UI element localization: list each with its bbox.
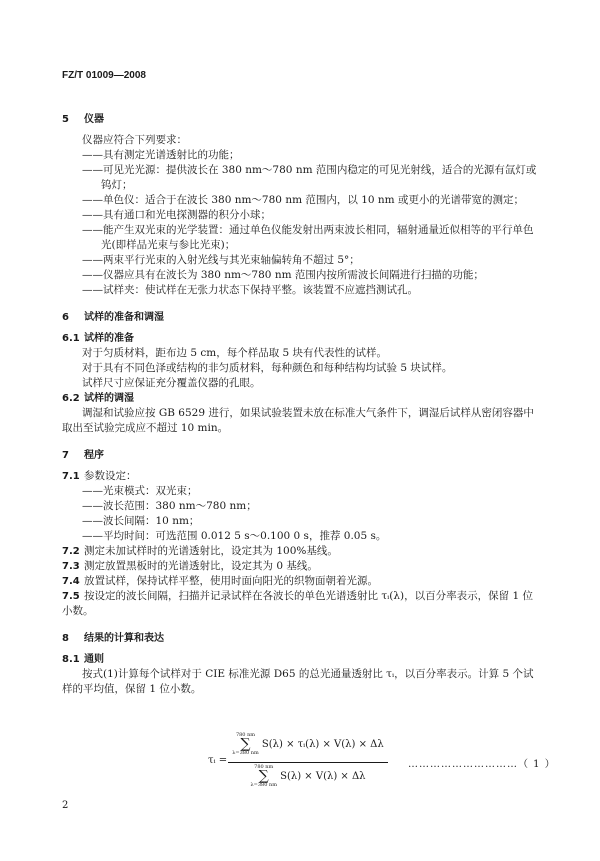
list-item-continuation: 光(即样品光束与参比光束)； (101, 239, 236, 251)
sum-lower-limit: λ=380 nm (232, 750, 259, 756)
paragraph: 对于具有不同色泽或结构的非匀质材料，每种颜色和每种结构均试验 5 块试样。 (82, 362, 453, 374)
clause-7-5 (62, 589, 550, 604)
clause-7-4 (62, 574, 550, 589)
clause-7-2 (62, 544, 550, 559)
clause-7-3 (62, 559, 550, 574)
paragraph: 对于匀质材料，距布边 5 cm，每个样品取 5 块有代表性的试样。 (82, 347, 388, 359)
formula-lhs: τᵢ = (208, 755, 228, 766)
list-item: ——单色仪：适合于在波长 380 nm～780 nm 范围内，以 10 nm 或更小的光谱带宽的测定； (82, 194, 524, 206)
paragraph: 试样尺寸应保证充分覆盖仪器的孔眼。 (82, 377, 261, 389)
clause-7-1 (62, 469, 550, 484)
section-8-heading (62, 631, 550, 646)
list-item: ——平均时间：可选范围 0.012 5 s～0.100 0 s，推荐 0.05 s。 (82, 530, 387, 542)
list-item: ——波长范围：380 nm～780 nm； (82, 500, 257, 512)
paragraph: 按式(1)计算每个试样对于 CIE 标准光源 D65 的总光通量透射比 τᵢ，以百分率表示。计算 5 个试 (82, 668, 534, 680)
section-number: 5 (62, 114, 69, 125)
section-5-heading (62, 112, 550, 127)
sum-upper-limit: 780 nm (235, 732, 256, 738)
section-number: 6 (62, 312, 69, 323)
subsection-number: 6.1 (62, 333, 80, 344)
list-item: ——能产生双光束的光学装置：通过单色仪能发射出两束波长相同，辐射通量近似相等的平行单色 (82, 224, 534, 236)
summation-symbol: 780 nm ∑ λ=380 nm (232, 732, 259, 756)
subsection-6-2-heading (62, 391, 550, 406)
section-title: 程序 (84, 450, 104, 461)
formula-1 (208, 733, 588, 793)
sum-lower-limit: λ=380 nm (250, 782, 277, 788)
list-item: ——具有测定光谱透射比的功能； (82, 149, 240, 161)
paragraph-continuation: 取出至试验完成应不超过 10 min。 (62, 422, 229, 434)
section-7-heading (62, 448, 550, 463)
page-number: 2 (62, 800, 69, 811)
clause-number: 7.2 (62, 546, 80, 557)
document-body (62, 112, 550, 697)
list-item: ——光束模式：双光束； (82, 485, 198, 497)
list-item: ——两束平行光束的入射光线与其光束轴偏转角不超过 5°； (82, 254, 360, 266)
list-item: ——可见光光源：提供波长在 380 nm～780 nm 范围内稳定的可见光射线，适合的光源有氙灯或 (82, 164, 537, 176)
clause-text: 参数设定： (84, 470, 137, 482)
subsection-title: 试样的准备 (84, 333, 134, 344)
formula-numerator (228, 733, 388, 756)
list-item: ——试样夹：使试样在无张力状态下保持平整。该装置不应遮挡测试孔。 (82, 284, 418, 296)
section-title: 结果的计算和表达 (84, 633, 164, 644)
clause-text: 测定未加试样时的光谱透射比，设定其为 100%基线。 (84, 545, 338, 557)
subsection-title: 试样的调湿 (84, 393, 134, 404)
section-title: 试样的准备和调湿 (84, 312, 164, 323)
section-title: 仪器 (84, 114, 104, 125)
summation-symbol: 780 nm ∑ λ=380 nm (250, 764, 277, 788)
subsection-number: 8.1 (62, 654, 80, 665)
paragraph: 仪器应符合下列要求： (82, 134, 187, 146)
formula-denominator (228, 765, 388, 788)
equation-number: …………………………（ 1 ） (408, 759, 556, 770)
clause-number: 7.5 (62, 591, 80, 602)
standard-code: FZ/T 01009—2008 (62, 70, 146, 81)
denominator-expression: S(λ) × V(λ) × Δλ (280, 771, 366, 782)
section-number: 8 (62, 633, 69, 644)
clause-number: 7.3 (62, 561, 80, 572)
clause-continuation: 小数。 (62, 605, 94, 617)
clause-text: 放置试样，保持试样平整，使用时面向阳光的织物面朝着光源。 (84, 575, 378, 587)
fraction-bar (228, 762, 388, 763)
clause-number: 7.4 (62, 576, 80, 587)
paragraph: 调湿和试验应按 GB 6529 进行，如果试验装置未放在标准大气条件下，调湿后试样从密闭容器中 (82, 407, 534, 419)
subsection-number: 6.2 (62, 393, 80, 404)
list-item-continuation: 钨灯； (101, 179, 133, 191)
subsection-title: 通则 (84, 654, 104, 665)
clause-text: 按设定的波长间隔，扫描并记录试样在各波长的单色光谱透射比 τᵢ(λ)，以百分率表示，保留 1 位 (84, 590, 533, 602)
list-item: ——波长间隔：10 nm； (82, 515, 200, 527)
section-number: 7 (62, 450, 69, 461)
numerator-expression: S(λ) × τᵢ(λ) × V(λ) × Δλ (261, 739, 384, 750)
list-item: ——仪器应具有在波长为 380 nm～780 nm 范围内按所需波长间隔进行扫描的功能； (82, 269, 484, 281)
clause-text: 测定放置黑板时的光谱透射比，设定其为 0 基线。 (84, 560, 318, 572)
section-6-heading (62, 310, 550, 325)
paragraph-continuation: 样的平均值，保留 1 位小数。 (62, 683, 202, 695)
clause-number: 7.1 (62, 471, 80, 482)
list-item: ——具有通口和光电探测器的积分小球； (82, 209, 271, 221)
sum-upper-limit: 780 nm (254, 764, 274, 770)
subsection-6-1-heading (62, 331, 550, 346)
subsection-8-1-heading (62, 652, 550, 667)
